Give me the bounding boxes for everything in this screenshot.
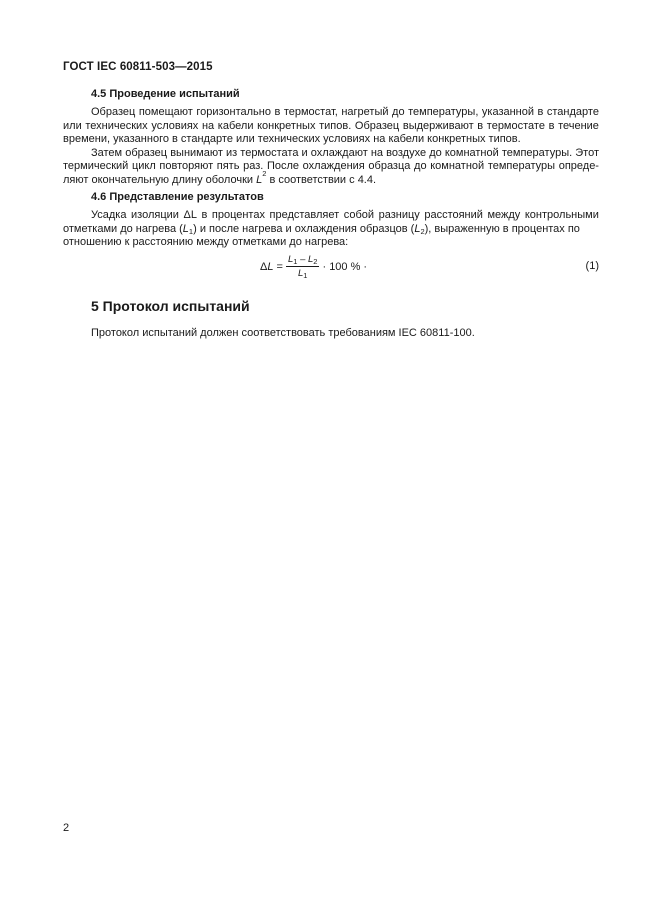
s45-p2-line2: термический цикл повторяют пять раз. После охлаждения образца до комнатной температуры опреде- — [63, 160, 599, 172]
formula-delta: Δ — [260, 260, 268, 273]
s45-p2-line1: Затем образец вынимают из термостата и охлаждают на воздухе до комнатной температуры. Этот — [91, 146, 599, 159]
s46-p1-line2 — [63, 223, 599, 237]
formula-lhs-var: L — [267, 260, 274, 273]
s45-p2-line3 — [63, 168, 599, 188]
s45-p1-line2: или технических условиях на кабели конкретных типов. Образец выдерживают в термостате в течение — [63, 119, 599, 132]
section-5-title: 5 Протокол испытаний — [91, 298, 250, 314]
equation-number: (1) — [585, 260, 599, 272]
section-4-5-title: 4.5 Проведение испытаний — [91, 88, 240, 100]
formula-tail: · 100 % · — [322, 260, 368, 273]
s46-p1-line3: отношению к расстоянию между отметками до нагрева: — [63, 236, 349, 248]
s45-p2-line3-text: ляют окончательную длину оболочки — [63, 173, 254, 186]
s45-p1-line3: времени, указанного в стандарте или технических условиях на кабели конкретных типов. — [63, 133, 521, 145]
subscript-2: 2 — [262, 168, 267, 178]
s5-text: Протокол испытаний должен соответствовать требованиям IEC 60811-100. — [91, 327, 475, 339]
s45-p1-line1: Образец помещают горизонтально в термостат, нагретый до температуры, указанной в стандарте — [91, 106, 599, 118]
formula-numerator: $L_1 - L_2$ — [287, 254, 318, 266]
page-number: 2 — [63, 822, 70, 834]
document-header: ГОСТ IEC 60811-503—2015 — [63, 61, 213, 73]
formula-denominator: $L_1$ — [297, 268, 308, 280]
s45-p2-line3-tail: в соответствии с 4.4. — [266, 173, 377, 186]
formula-fraction — [286, 254, 320, 279]
shrinkage-formula — [260, 254, 367, 279]
s46-line2-seg1: отметками до нагрева $(L_1)$ и после нагрева и охлаждения образцов $(L_2)$, выраженную в процентах по — [63, 222, 580, 236]
formula-equals: = — [273, 260, 283, 273]
s46-p1-line1: Усадка изоляции ΔL в процентах представляет собой разницу расстояний между контрольными — [91, 209, 599, 221]
var-L: L — [256, 173, 263, 186]
section-4-6-title: 4.6 Представление результатов — [91, 191, 264, 203]
